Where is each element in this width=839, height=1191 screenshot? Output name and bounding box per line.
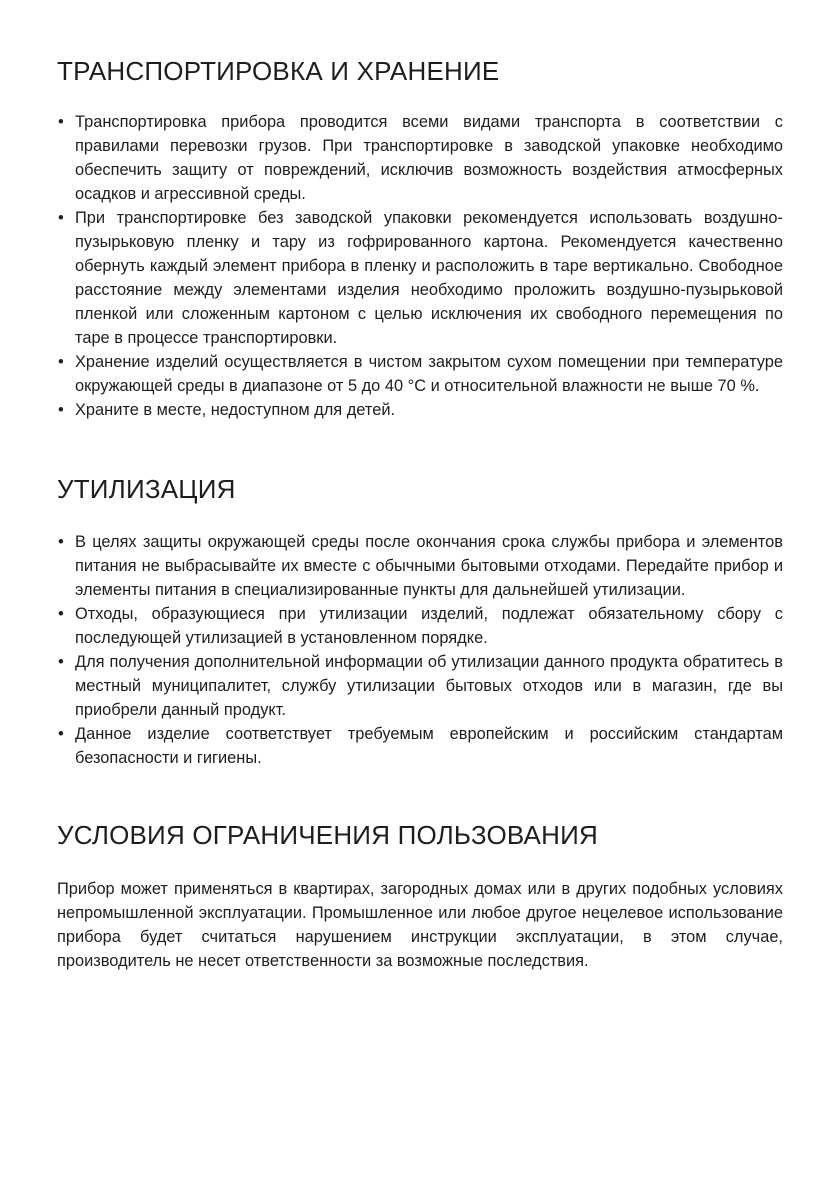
list-item-text: Для получения дополнительной информации об утилизации данного продукта обратитесь в местный муниципалитет, службу утилизации бытовых отходов или в магазин, где вы приобрели данный продукт. xyxy=(75,653,783,719)
list-item-text: Храните в месте, недоступном для детей. xyxy=(75,401,396,419)
list-item-text: Данное изделие соответствует требуемым европейским и российским стандартам безопасности и гигиены. xyxy=(75,725,783,767)
bullet-icon: • xyxy=(58,533,64,551)
list-item xyxy=(57,206,783,350)
bullet-icon: • xyxy=(58,209,64,227)
bullet-icon: • xyxy=(58,653,64,671)
bullet-icon: • xyxy=(58,113,64,131)
disposal-list xyxy=(57,530,783,770)
list-item-text: При транспортировке без заводской упаковки рекомендуется использовать воздушно-пузырьковую пленку и тару из гофрированного картона. Рекомендуется качественно обернуть каждый элемент прибора в пленку и расположить в таре вертикально. Свободное расстояние между элементами изделия необходимо проложить воздушно-пузырьковой пленкой или сложенным картоном с целью исключения их свободного перемещения по таре в процессе транспортировки. xyxy=(75,209,783,347)
section-title-disposal: УТИЛИЗАЦИЯ xyxy=(57,474,236,504)
usage-restrictions-paragraph: Прибор может применяться в квартирах, загородных домах или в других подобных условиях непромышленной эксплуатации. Промышленное или любое другое нецелевое использование прибора будет считаться нарушением инструкции эксплуатации, в этом случае, производитель не несет ответственности за возможные последствия. xyxy=(57,880,783,970)
section-title-usage-restrictions: УСЛОВИЯ ОГРАНИЧЕНИЯ ПОЛЬЗОВАНИЯ xyxy=(57,820,598,850)
list-item xyxy=(57,722,783,770)
transport-storage-list xyxy=(57,110,783,422)
list-item xyxy=(57,602,783,650)
bullet-icon: • xyxy=(58,605,64,623)
list-item xyxy=(57,530,783,602)
bullet-icon: • xyxy=(58,353,64,371)
list-item xyxy=(57,398,783,422)
list-item-text: Транспортировка прибора проводится всеми видами транспорта в соответствии с правилами перевозки грузов. При транспортировке в заводской упаковке необходимо обеспечить защиту от повреждений, исключив возможность воздействия атмосферных осадков и агрессивной среды. xyxy=(75,113,783,203)
list-item-text: Отходы, образующиеся при утилизации изделий, подлежат обязательному сбору с последующей утилизацией в установленном порядке. xyxy=(75,605,783,647)
bullet-icon: • xyxy=(58,725,64,743)
list-item xyxy=(57,650,783,722)
list-item xyxy=(57,110,783,206)
list-item-text: В целях защиты окружающей среды после окончания срока службы прибора и элементов питания не выбрасывайте их вместе с обычными бытовыми отходами. Передайте прибор и элементы питания в специализированные пункты для дальнейшей утилизации. xyxy=(75,533,783,599)
bullet-icon: • xyxy=(58,401,64,419)
list-item xyxy=(57,350,783,398)
list-item-text: Хранение изделий осуществляется в чистом закрытом сухом помещении при температуре окружающей среды в диапазоне от 5 до 40 °С и относительной влажности не выше 70 %. xyxy=(75,353,783,395)
section-title-transport-storage: ТРАНСПОРТИРОВКА И ХРАНЕНИЕ xyxy=(57,56,500,86)
